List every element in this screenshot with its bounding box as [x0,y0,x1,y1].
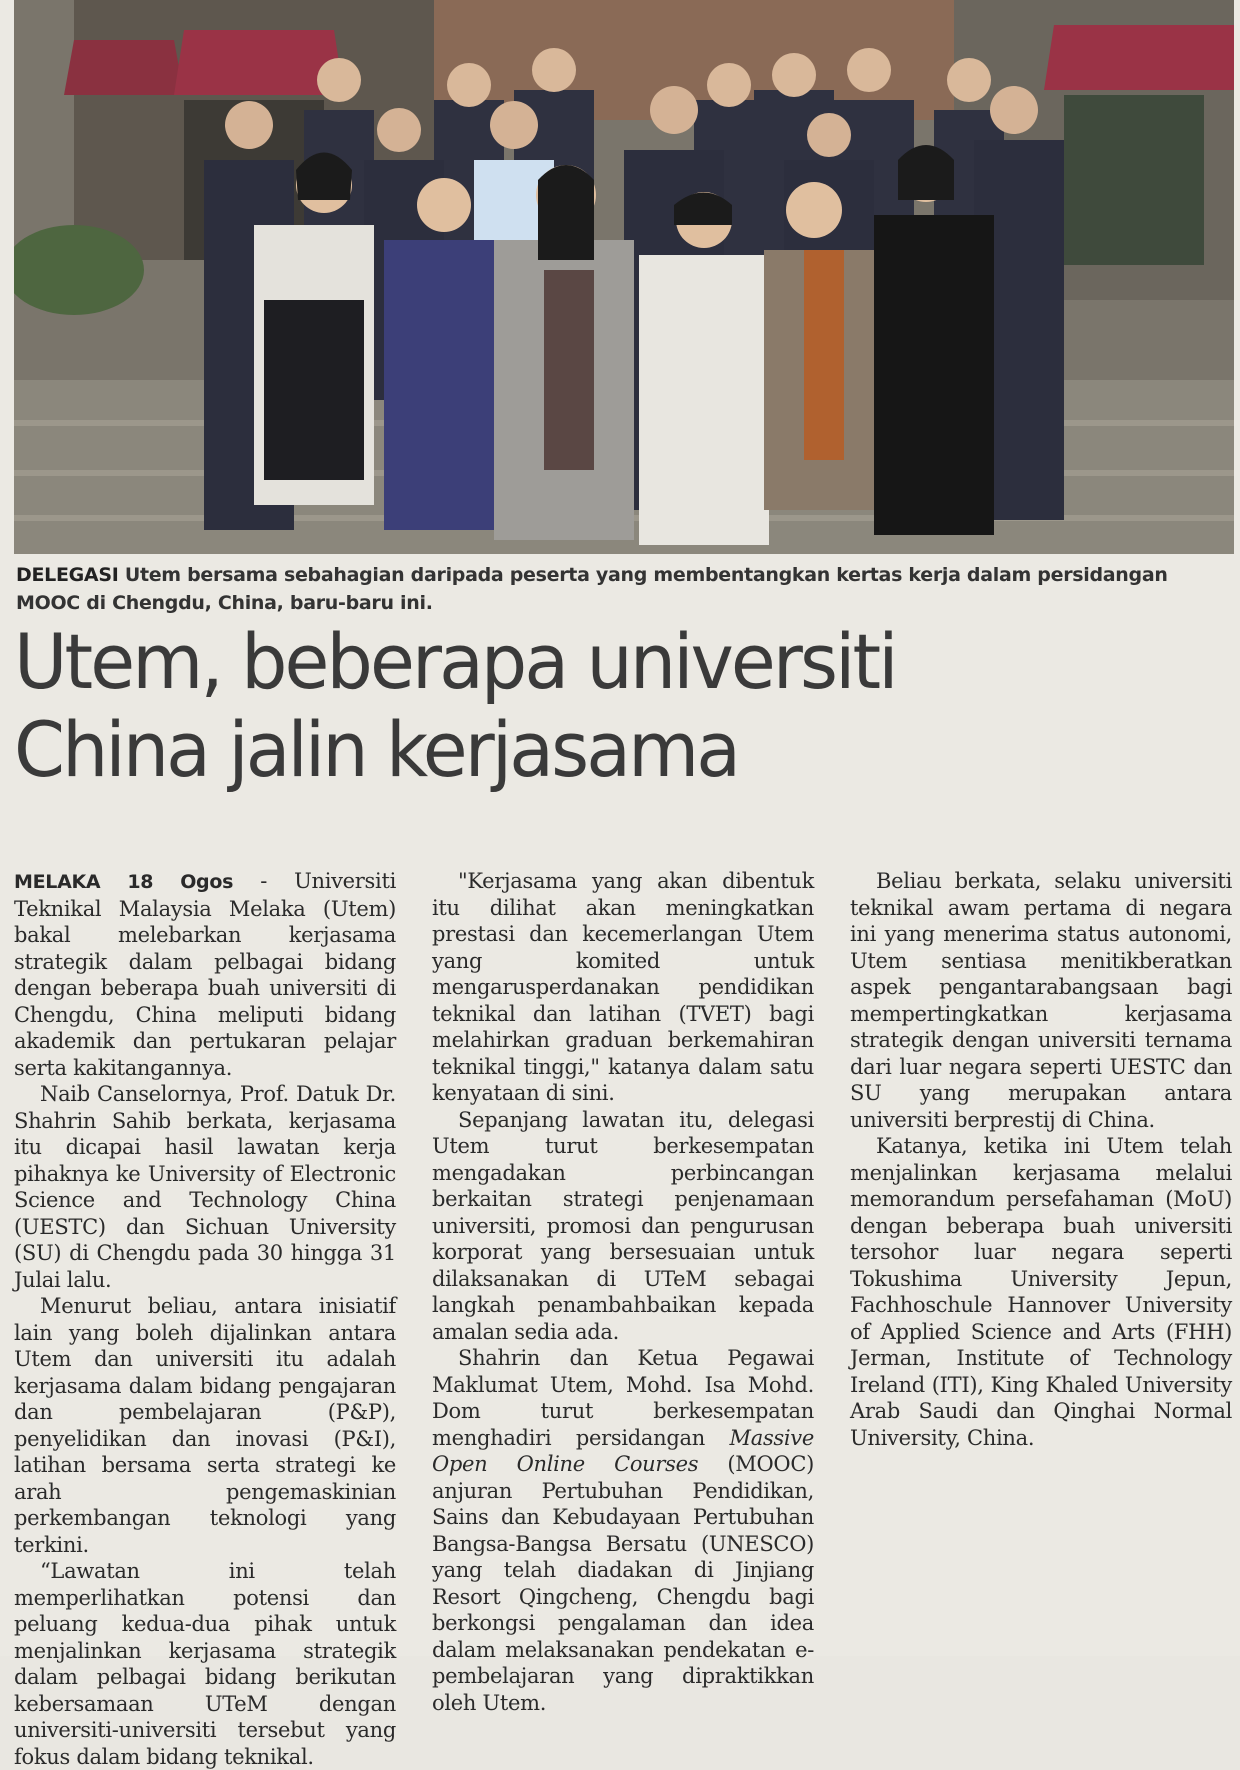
paragraph-2: Naib Canselornya, Prof. Datuk Dr. Shahrin Sahib berkata, kerjasama itu dicapai hasil lawatan kerja pihaknya ke University of Electronic Science and Technology China (UESTC) dan Sichuan University (SU) di Chengdu pada 30 hingga 31 Julai lalu. [14,1082,396,1292]
paragraph-3: Menurut beliau, antara inisiatif lain yang boleh dijalinkan antara Utem dan universiti itu adalah kerjasama dalam bidang pengajaran dan pembelajaran (P&P), penyelidikan dan inovasi (P&I), latihan bersama serta strategi ke arah pengemaskinian perkembangan teknologi yang terkini. [14,1294,396,1557]
paragraph-1-text: - Universiti Teknikal Malaysia Melaka (Utem) bakal melebarkan kerjasama strategik dalam pelbagai bidang dengan beberapa buah universiti di Chengdu, China meliputi bidang akademik dan pertukaran pelajar serta kakitangannya. [14,869,396,1080]
photo-caption [16,561,1216,617]
group-photo [14,0,1234,554]
group-photo-icon [14,0,1234,554]
paragraph-8: Beliau berkata, selaku universiti teknikal awam pertama di negara ini yang menerima status autonomi, Utem sentiasa menitikberatkan aspek pengantarabangsaan bagi mempertingkatkan kerjasama strategik dengan universiti ternama dari luar negara seperti UESTC dan SU yang merupakan antara universiti berprestij di China. [850,869,1232,1132]
mooc-title: Massive Open Online Courses [432,1425,814,1476]
column-1 [14,868,396,1769]
headline-line-1: Utem, beberapa universiti [14,617,896,706]
paragraph-5: "Kerjasama yang akan dibentuk itu dilihat akan meningkatkan prestasi dan kecemerlangan Utem yang komited untuk mengarusperdanakan pendidikan teknikal dan latihan (TVET) bagi melahirkan graduan berkemahiran teknikal tinggi," katanya dalam satu kenyataan di sini. [432,869,814,1105]
paragraph-6: Sepanjang lawatan itu, delegasi Utem turut berkesempatan mengadakan perbincangan berkaitan strategi penjenamaan universiti, promosi dan pengurusan korporat yang bersesuaian untuk dilaksanakan di UTeM sebagai langkah penambahbaikan kepada amalan sedia ada. [432,1107,814,1344]
column-2 [432,868,814,1715]
article-body [14,868,1234,1769]
headline [14,618,1166,794]
paragraph-9: Katanya, ketika ini Utem telah menjalinkan kerjasama melalui memorandum persefahaman (MoU) dengan beberapa buah universiti tersohor luar negara seperti Tokushima University Jepun, Fachhoschule Hannover University of Applied Science and Arts (FHH) Jerman, Institute of Technology Ireland (ITI), King Khaled University Arab Saudi dan Qinghai Normal University, China. [850,1134,1232,1450]
paragraph-7 [432,1345,814,1716]
paragraph-4: “Lawatan ini telah memperlihatkan potensi dan peluang kedua-dua pihak untuk menjalinkan kerjasama strategik dalam pelbagai bidang berikutan kebersamaan UTeM dengan universiti-universiti tersebut yang fokus dalam bidang teknikal. [14,1559,396,1769]
dateline: MELAKA 18 Ogos [14,871,234,893]
paragraph-7-text-c: (MOOC) anjuran Pertubuhan Pendidikan, Sains dan Kebudayaan Pertubuhan Bangsa-Bangsa Bersatu (UNESCO) yang telah diadakan di Jinjiang Resort Qingcheng, Chengdu bagi berkongsi pengalaman dan idea dalam melaksanakan pendekatan e-pembelajaran yang dipraktikkan oleh Utem. [432,1452,814,1715]
caption-text: Utem bersama sebahagian daripada peserta yang membentangkan kertas kerja dalam persidangan MOOC di Chengdu, China, baru-baru ini. [16,564,1168,614]
paragraph-7-text-a: Shahrin dan Ketua Pegawai Maklumat Utem, Mohd. Isa Mohd. Dom turut berkesempatan menghadiri persidangan [432,1346,814,1450]
caption-lead: DELEGASI [16,564,119,586]
paragraph-1 [14,868,396,1081]
column-3 [850,868,1232,1648]
headline-line-2: China jalin kerjasama [14,705,739,794]
